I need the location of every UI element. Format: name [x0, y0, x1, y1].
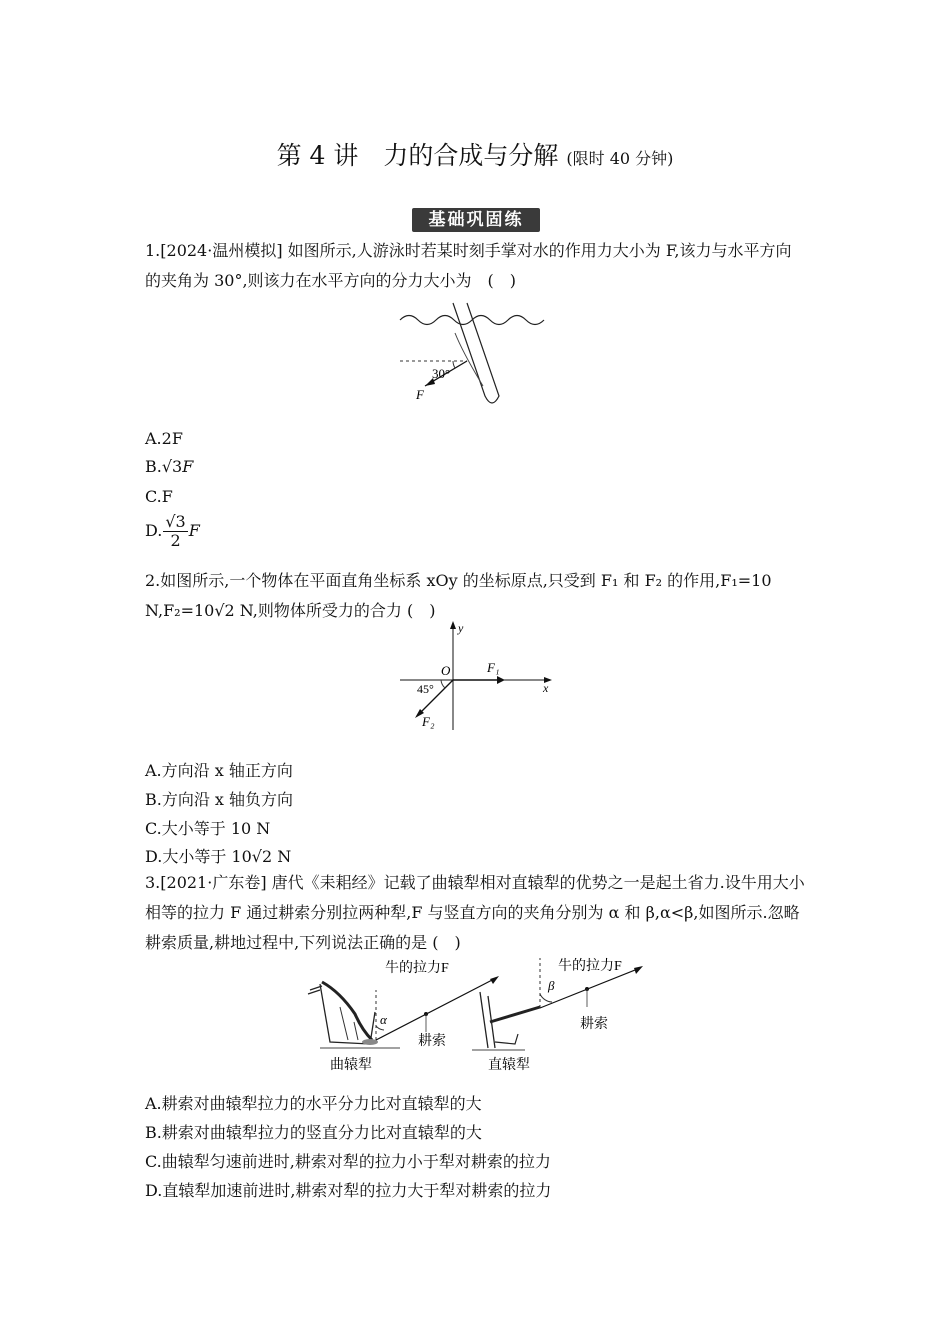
y-axis-arrow: [450, 621, 456, 629]
question-2-stem: 2.如图所示,一个物体在平面直角坐标系 xOy 的坐标原点,只受到 F₁ 和 F₂ 的作用,F₁=10 N,F₂=10√2 N,则物体所受力的合力 ( ): [145, 571, 772, 620]
straight-plow-label: 直辕犁: [488, 1058, 530, 1073]
beta-label: β: [548, 978, 555, 993]
question-3-stem: 3.[2021·广东卷] 唐代《耒耜经》记载了曲辕犁相对直辕犁的优势之一是起土省力.设牛用大小相等的拉力 F 通过耕索分别拉两种犁,F 与竖直方向的夹角分别为 α 和 β,α<β,如图所示.忽略耕索质量,耕地过程中,下列说法正确的是 ( ): [145, 873, 805, 952]
q1-option-b-radical: √3: [161, 457, 183, 476]
straight-plow-drawing: [472, 992, 540, 1050]
q2-option-a[interactable]: A.方向沿 x 轴正方向: [145, 761, 293, 780]
y-axis-label: y: [458, 621, 464, 635]
fraction-numerator: √3: [165, 512, 186, 531]
q2-option-d[interactable]: D.大小等于 10√2 N: [145, 847, 292, 866]
right-force-label: 牛的拉力F: [558, 959, 622, 974]
right-force-arrowhead: [634, 966, 643, 974]
q2-option-c[interactable]: C.大小等于 10 N: [145, 819, 271, 838]
alpha-label: α: [380, 1012, 387, 1027]
q1-option-b[interactable]: [145, 457, 193, 476]
swimmer-hand-figure: [395, 298, 555, 410]
angle-arc: [441, 680, 445, 688]
q1-option-b-prefix: B.: [145, 457, 162, 476]
page-title: [0, 136, 950, 172]
q2-option-b[interactable]: B.方向沿 x 轴负方向: [145, 790, 294, 809]
left-rope-force: [376, 978, 496, 1040]
lesson-title: 第 4 讲 力的合成与分解: [276, 141, 559, 170]
q1-option-d-prefix: D.: [145, 521, 163, 540]
time-limit: (限时 40 分钟): [566, 149, 674, 168]
q3-option-b[interactable]: B.耕索对曲辕犁拉力的竖直分力比对直辕犁的大: [145, 1123, 482, 1142]
q1-option-c[interactable]: C.F: [145, 487, 173, 506]
angle-arc: [453, 361, 455, 368]
beta-angle-arc: [540, 994, 552, 1002]
q1-option-d[interactable]: [145, 513, 200, 550]
curved-plow-label: 曲辕犁: [330, 1058, 372, 1073]
force-label: F: [416, 387, 424, 402]
right-rope-label: 耕索: [580, 1017, 608, 1032]
fraction-denominator: 2: [170, 531, 181, 550]
f1-arrowhead: [497, 676, 505, 684]
q3-option-a[interactable]: A.耕索对曲辕犁拉力的水平分力比对直辕犁的大: [145, 1094, 482, 1113]
swimmer-hand: [455, 333, 483, 386]
q1-option-b-suffix: F: [182, 457, 194, 476]
q3-option-d[interactable]: D.直辕犁加速前进时,耕索对犁的拉力大于犁对耕索的拉力: [145, 1181, 552, 1200]
q1-option-a[interactable]: A.2F: [145, 429, 183, 448]
left-force-label: 牛的拉力F: [385, 961, 449, 976]
right-rope-force: [540, 968, 640, 1008]
q1-option-d-suffix: F: [188, 521, 200, 540]
angle-label: 30°: [432, 366, 451, 381]
left-force-arrowhead: [490, 976, 499, 984]
f2-label: F₂: [422, 714, 435, 729]
plow-comparison-figure: [300, 952, 660, 1078]
q3-option-c[interactable]: C.曲辕犁匀速前进时,耕索对犁的拉力小于犁对耕索的拉力: [145, 1152, 551, 1171]
f1-label: F₁: [487, 660, 500, 675]
question-1-stem: 1.[2024·温州模拟] 如图所示,人游泳时若某时刻手掌对水的作用力大小为 F,该力与水平方向的夹角为 30°,则该力在水平方向的分力大小为 ( ): [145, 241, 792, 290]
left-rope-label: 耕索: [418, 1034, 446, 1049]
coordinate-force-figure: [395, 618, 560, 733]
origin-label: O: [441, 663, 451, 678]
angle-label: 45°: [417, 682, 434, 696]
section-badge: 基础巩固练: [412, 208, 540, 232]
swimmer-arm: [453, 303, 499, 403]
x-axis-label: x: [543, 681, 549, 695]
fraction: [163, 513, 187, 550]
